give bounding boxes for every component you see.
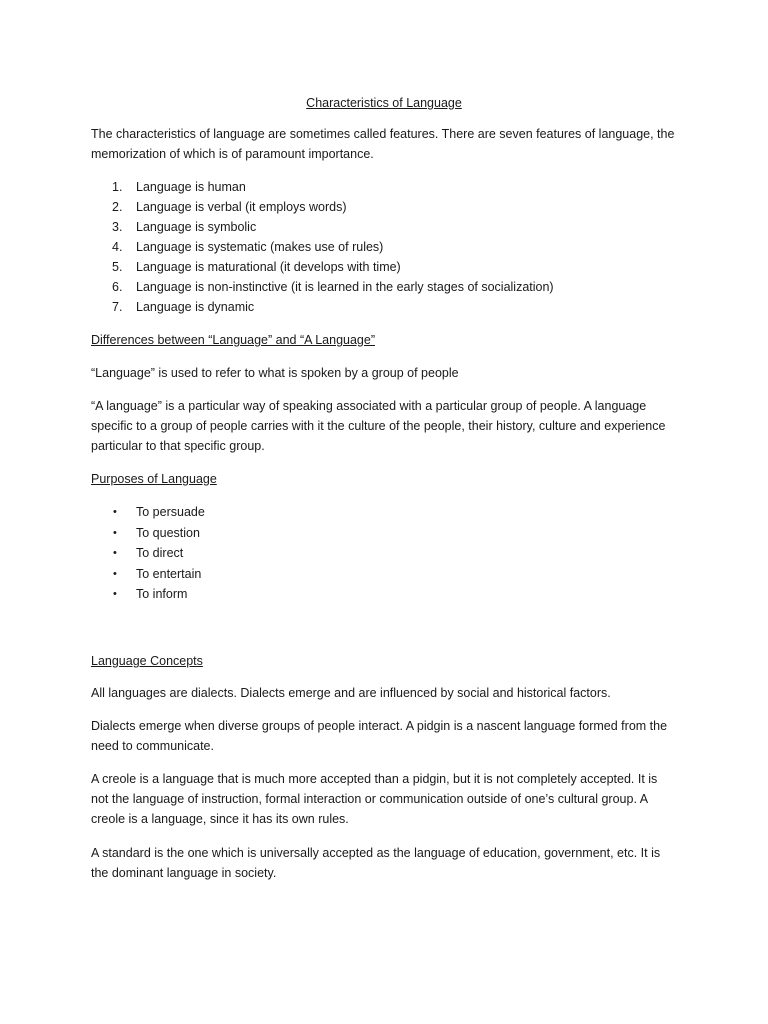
purposes-heading: Purposes of Language — [91, 472, 217, 486]
features-list — [91, 177, 677, 317]
intro-paragraph: The characteristics of language are sometimes called features. There are seven features of language, the memorization of which is of paramount importance. — [91, 127, 675, 161]
concepts-paragraph-3: A creole is a language that is much more accepted than a pidgin, but it is not completely accepted. It is not the language of instruction, formal interaction or communication outside of one’s cultural group. A creole is a language, since it has its own rules. — [91, 772, 658, 826]
list-item: • To inform — [91, 584, 677, 605]
list-item: 6. Language is non-instinctive (it is learned in the early stages of socialization) — [112, 280, 554, 294]
differences-paragraph-2: “A language” is a particular way of speaking associated with a particular group of people. A language specific to a group of people carries with it the culture of the people, their history, culture and experience particular to that specific group. — [91, 399, 666, 453]
list-item: • To question — [91, 523, 677, 544]
differences-heading: Differences between “Language” and “A Language” — [91, 333, 376, 347]
differences-paragraph-1: “Language” is used to refer to what is spoken by a group of people — [91, 366, 459, 380]
list-item: 2. Language is verbal (it employs words) — [112, 200, 347, 214]
list-item: 5. Language is maturational (it develops with time) — [112, 260, 401, 274]
list-item: 1. Language is human — [112, 180, 246, 194]
list-item: • To direct — [91, 543, 677, 564]
bullet-icon: • — [113, 588, 117, 601]
bullet-icon: • — [113, 547, 117, 560]
list-item: 4. Language is systematic (makes use of rules) — [112, 240, 384, 254]
list-item: • To entertain — [91, 564, 677, 585]
concepts-paragraph-4: A standard is the one which is universally accepted as the language of education, government, etc. It is the dominant language in society. — [91, 846, 661, 880]
list-item: • To persuade — [91, 502, 677, 523]
bullet-icon: • — [113, 526, 117, 539]
concepts-paragraph-1: All languages are dialects. Dialects emerge and are influenced by social and historical factors. — [91, 686, 611, 700]
purposes-list — [91, 502, 677, 605]
list-item: 7. Language is dynamic — [112, 300, 255, 314]
bullet-icon: • — [113, 567, 117, 580]
concepts-heading: Language Concepts — [91, 654, 203, 668]
page-title: Characteristics of Language — [306, 96, 462, 110]
bullet-icon: • — [113, 506, 117, 518]
concepts-paragraph-2: Dialects emerge when diverse groups of people interact. A pidgin is a nascent language formed from the need to communicate. — [91, 719, 668, 753]
list-item: 3. Language is symbolic — [112, 220, 257, 234]
